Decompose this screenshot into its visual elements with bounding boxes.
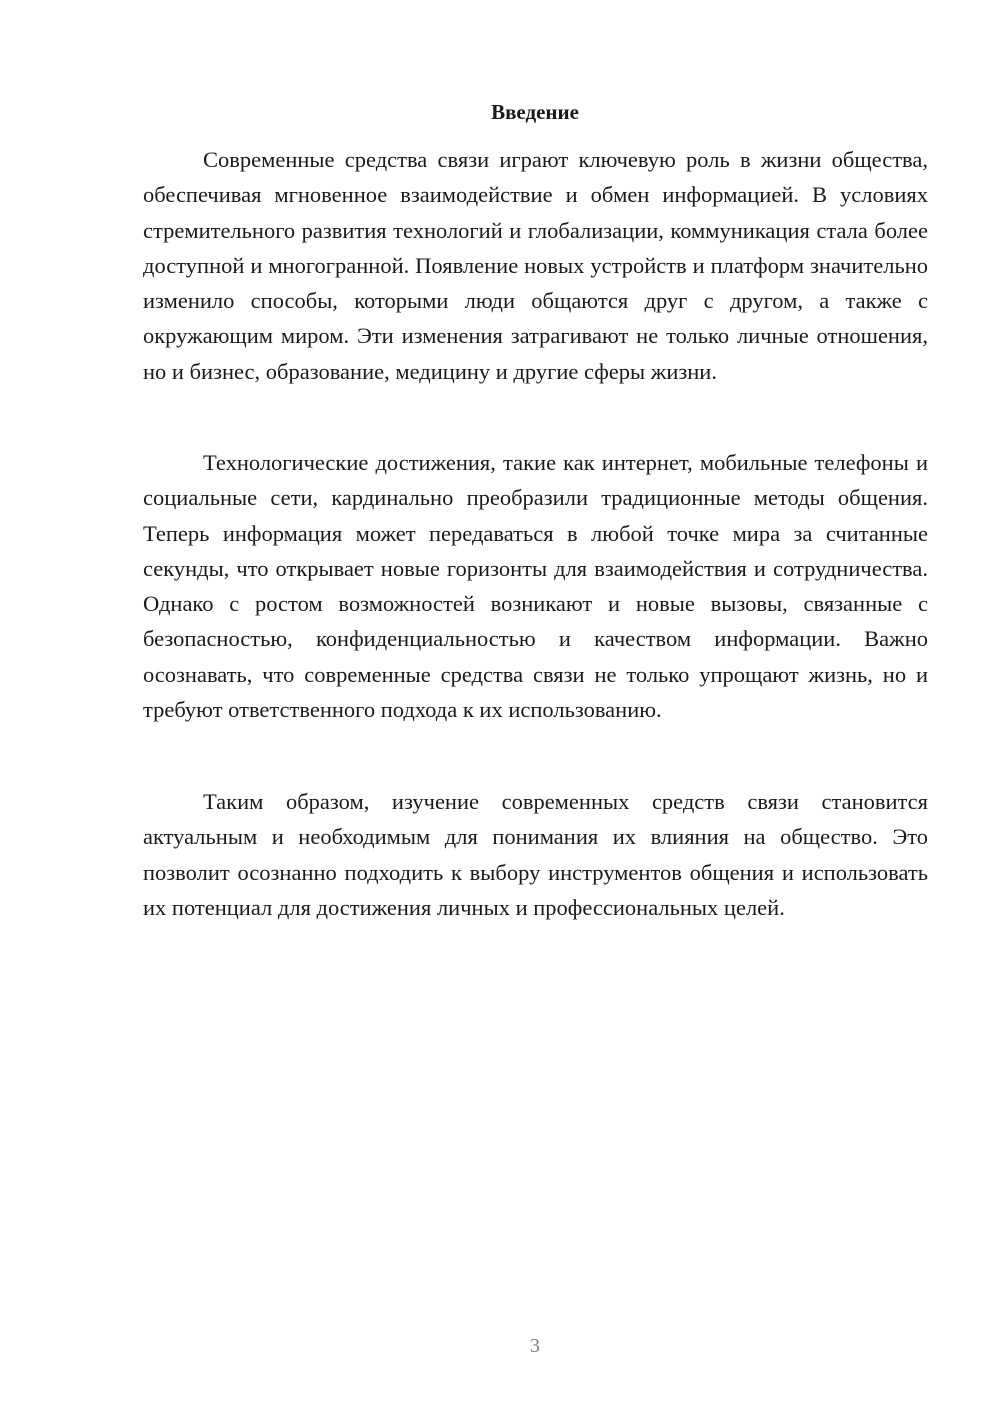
paragraph-1: Современные средства связи играют ключевую роль в жизни общества, обеспечивая мгновенное взаимодействие и обмен информацией. В условиях стремительного развития технологий и глобализации, коммуникация стала более доступной и многогранной. Появление новых устройств и платформ значительно изменило способы, которыми люди общаются друг с другом, а также с окружающим миром. Эти изменения затрагивают не только личные отношения, но и бизнес, образование, медицину и другие сферы жизни.	[143, 147, 928, 384]
page-number: 3	[530, 1335, 540, 1357]
paragraph-3: Таким образом, изучение современных средств связи становится актуальным и необходимым для понимания их влияния на общество. Это позволит осознанно подходить к выбору инструментов общения и использовать их потенциал для достижения личных и профессиональных целей.	[143, 789, 928, 920]
paragraph-2: Технологические достижения, такие как интернет, мобильные телефоны и социальные сети, кардинально преобразили традиционные методы общения. Теперь информация может передаваться в любой точке мира за считанные секунды, что открывает новые горизонты для взаимодействия и сотрудничества. Однако с ростом возможностей возникают и новые вызовы, связанные с безопасностью, конфиденциальностью и качеством информации. Важно осознавать, что современные средства связи не только упрощают жизнь, но и требуют ответственного подхода к их использованию.	[143, 450, 928, 723]
section-title: Введение	[491, 100, 579, 124]
